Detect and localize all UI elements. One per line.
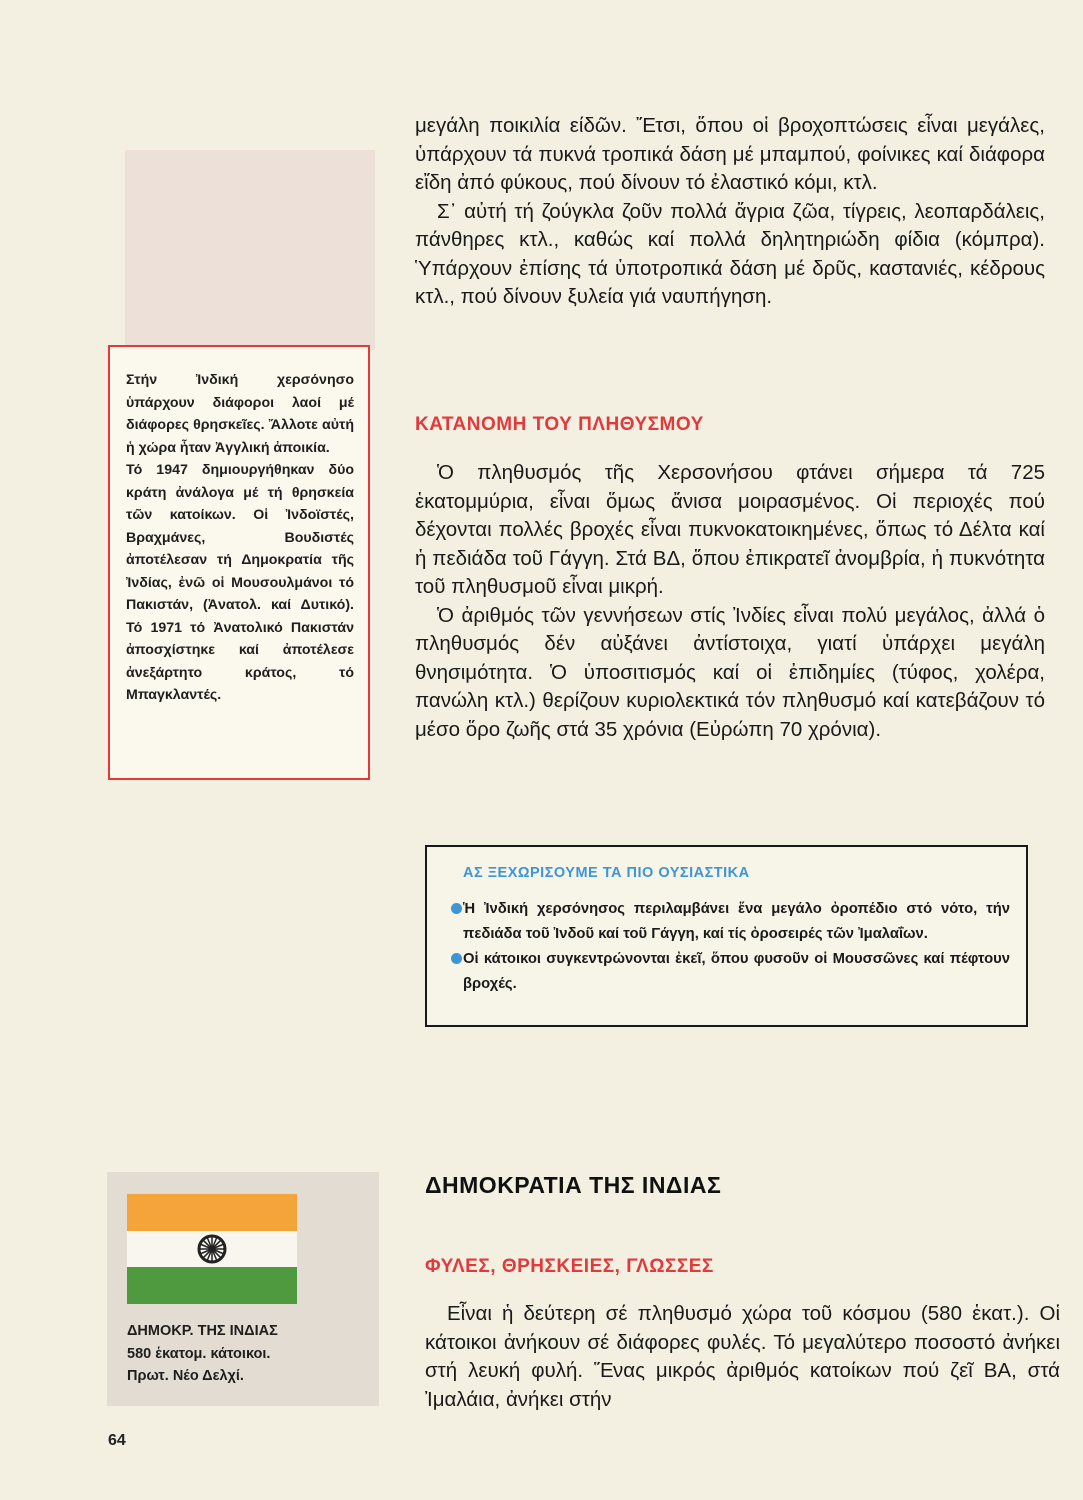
side-note-box [108,345,370,780]
summary-box [425,845,1028,1027]
flag-caption-line: Πρωτ. Νέο Δελχί. [127,1368,244,1384]
flag-band-saffron [127,1194,297,1231]
india-heading: ΔΗΜΟΚΡΑΤΙΑ ΤΗΣ ΙΝΔΙΑΣ [425,1172,722,1198]
india-text [425,1300,1060,1414]
side-note-paragraph-2: Τό 1947 δημιουργήθηκαν δύο κράτη ἀνάλογα μέ τή θρησκεία τῶν κατοίκων. Οἱ Ἰνδοϊστές, Βραχμάνες, Βουδιστές ἀποτέλεσαν τή Δημοκρατία τῆς Ἰνδίας, ἐνῶ οἱ Μουσουλμάνοι τό Πακιστάν, (Ἀνατολ. καί Δυτικό). Τό 1971 τό Ἀνατολικό Πακιστάν ἀποσχίστηκε καί ἀποτέλεσε ἀνεξάρτητο κράτος, τό Μπαγκλαντές. [126,462,354,703]
side-note-paragraph-1: Στήν Ἰνδική χερσόνησο ὑπάρχουν διάφοροι λαοί μέ διάφορες θρησκεῖες. Ἄλλοτε αὐτή ἡ χώρα ἦταν Ἀγγλική ἀποικία. [126,372,354,456]
peoples-subheading: ΦΥΛΕΣ, ΘΡΗΣΚΕΙΕΣ, ΓΛΩΣΣΕΣ [425,1256,714,1277]
india-flag-icon [127,1194,297,1304]
bullet-icon [451,953,462,964]
population-paragraph-2: Ὁ ἀριθμός τῶν γεννήσεων στίς Ἰνδίες εἶναι πολύ μεγάλος, ἀλλά ὁ πληθυσμός δέν αὐξάνει ἀντίστοιχα, γιατί ὑπάρχει μεγάλη θνησιμότητα. Ὁ ὑποσιτισμός καί οἱ ἐπιδημίες (τύφος, χολέρα, πανώλη κτλ.) θερίζουν κυριολεκτικά τόν πληθυσμό καί κατεβάζουν τό μέσο ὅρο ζωῆς στά 35 χρόνια (Εὐρώπη 70 χρόνια). [415,603,1045,741]
flag-caption [127,1320,372,1388]
population-paragraph-1: Ὁ πληθυσμός τῆς Χερσονήσου φτάνει σήμερα τά 725 ἑκατομμύρια, εἶναι ὅμως ἄνισα μοιρασμένος. Οἱ περιοχές πού δέχονται πολλές βροχές εἶναι πυκνοκατοικημένες, ὅπως τό Δέλτα καί ἡ πεδιάδα τοῦ Γάγγη. Στά ΒΔ, ὅπου ἐπικρατεῖ ἀνομβρία, ἡ πυκνότητα τοῦ πληθυσμοῦ εἶναι μικρή. [415,461,1045,598]
ashoka-chakra-icon [197,1234,227,1264]
population-text [415,459,1045,744]
intro-paragraph-2: Σ᾽ αὐτή τή ζούγκλα ζοῦν πολλά ἄγρια ζῶα, τίγρεις, λεοπαρδάλεις, πάνθηρες κτλ., καθώς καί πολλά δηλητηριώδη φίδια (κόμπρα). Ὑπάρχουν ἐπίσης τά ὑποτροπικά δάση μέ δρῦς, καστανιές, κέδρους κτλ., πού δίνουν ξυλεία γιά ναυπήγηση. [415,199,1045,308]
flag-caption-line: ΔΗΜΟΚΡ. ΤΗΣ ΙΝΔΙΑΣ [127,1323,278,1339]
population-heading: ΚΑΤΑΝΟΜΗ ΤΟΥ ΠΛΗΘΥΣΜΟΥ [415,414,704,435]
bullet-icon [451,903,462,914]
flag-card [107,1172,379,1406]
intro-text [415,112,1045,312]
flag-caption-line: 580 ἑκατομ. κάτοικοι. [127,1345,271,1362]
summary-item-text: Ἡ Ἰνδική χερσόνησος περιλαμβάνει ἕνα μεγάλο ὀροπέδιο στό νότο, τήν πεδιάδα τοῦ Ἰνδοῦ καί τοῦ Γάγγη, καί τίς ὀροσειρές τῶν Ἰμαλαΐων. [463,901,1010,942]
flag-band-green [127,1267,297,1304]
summary-item-text: Οἱ κάτοικοι συγκεντρώνονται ἐκεῖ, ὅπου φυσοῦν οἱ Μουσσῶνες καί πέφτουν βροχές. [463,951,1010,992]
background-panel-left [125,150,375,350]
summary-item [463,947,1010,997]
summary-item [463,897,1010,947]
intro-paragraph-1: μεγάλη ποικιλία είδῶν. Ἔτσι, ὅπου οἱ βροχοπτώσεις εἶναι μεγάλες, ὑπάρχουν τά πυκνά τροπικά δάση μέ μπαμπού, φοίνικες καί διάφορα εἴδη ἀπό φύκους, πού δίνουν τό ἐλαστικό κόμι, κτλ. [415,114,1045,194]
india-paragraph: Εἶναι ἡ δεύτερη σέ πληθυσμό χώρα τοῦ κόσμου (580 ἑκατ.). Οἱ κάτοικοι ἀνήκουν σέ διάφορες φυλές. Τό μεγαλύτερο ποσοστό ἀνήκει στή λευκή φυλή. Ἕνας μικρός ἀριθμός κατοίκων πού ζεῖ ΒΑ, στά Ἰμαλάια, ἀνήκει στήν [425,1302,1060,1411]
summary-title: ΑΣ ΞΕΧΩΡΙΣΟΥΜΕ ΤΑ ΠΙΟ ΟΥΣΙΑΣΤΙΚΑ [463,865,750,881]
page-number: 64 [108,1432,126,1449]
